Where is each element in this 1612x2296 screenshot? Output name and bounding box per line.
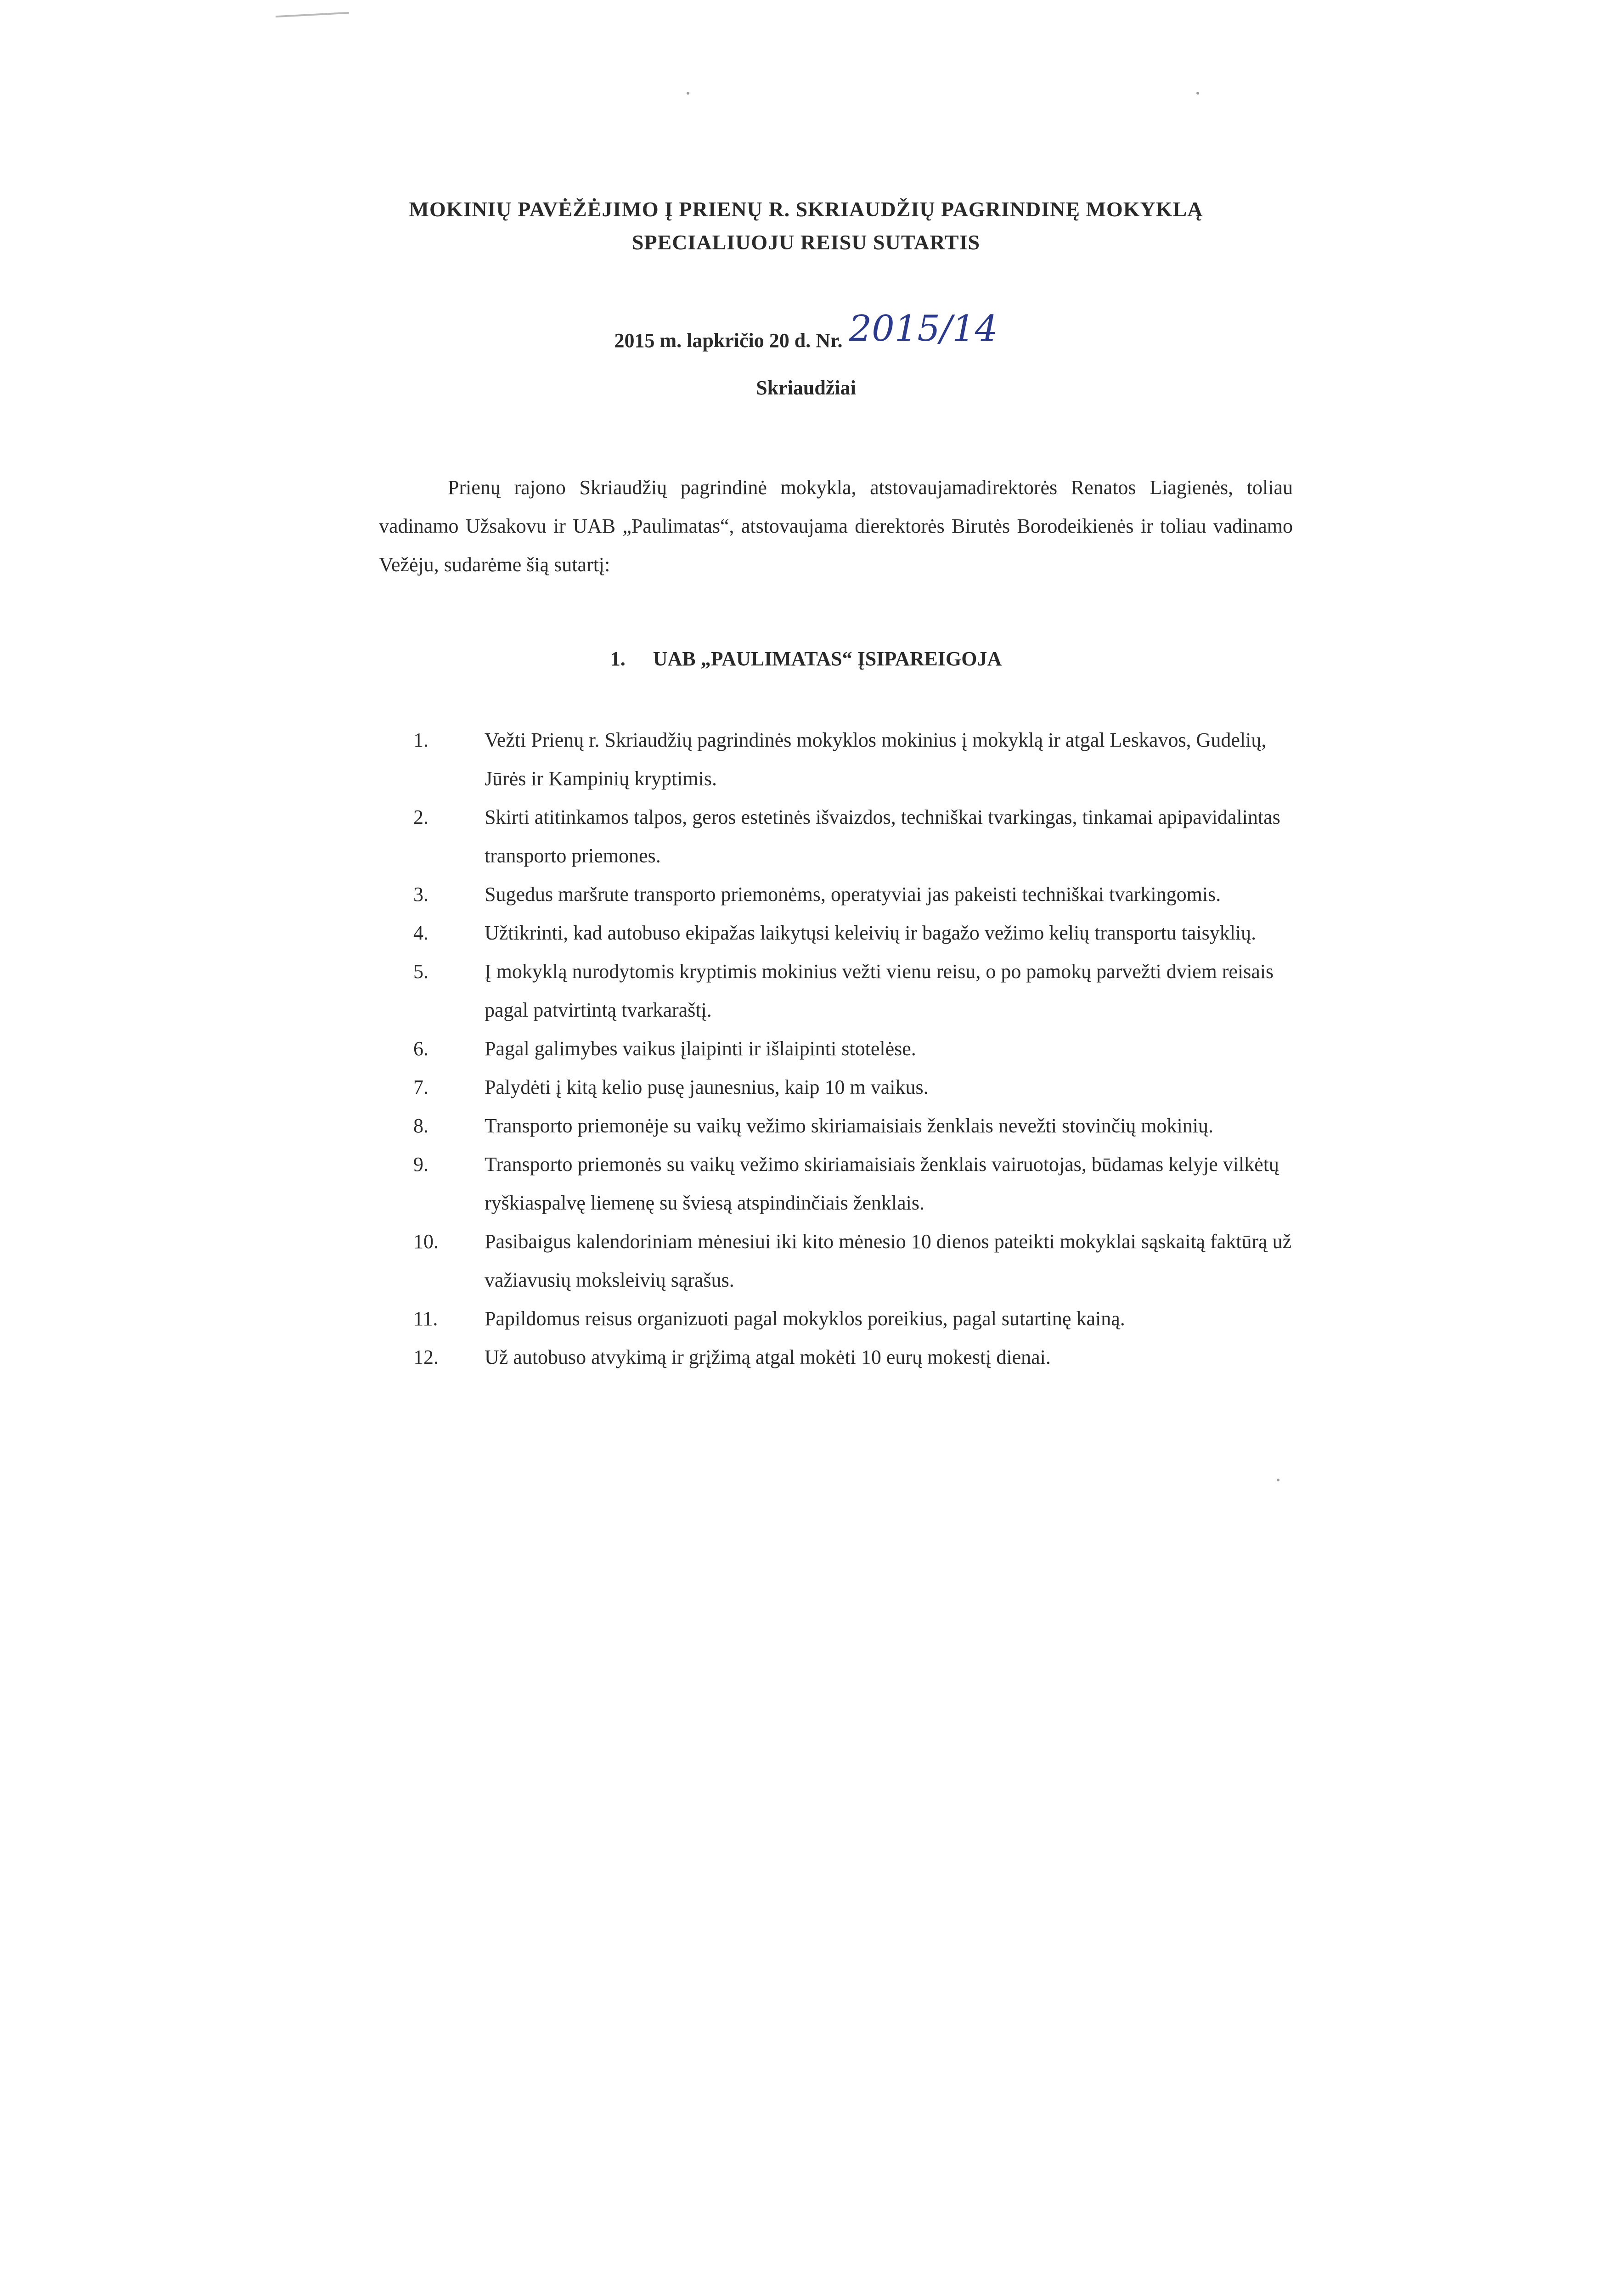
list-item-text: Palydėti į kitą kelio pusę jaunesnius, kaip 10 m vaikus. xyxy=(485,1076,929,1098)
title-line-1: MOKINIŲ PAVĖŽĖJIMO Į PRIENŲ R. SKRIAUDŽIŲ PAGRINDINĘ MOKYKLĄ xyxy=(409,197,1203,221)
list-item-text: Transporto priemonės su vaikų vežimo skiriamaisiais ženklais vairuotojas, būdamas kelyje vilkėtų ryškiaspalvę liemenę su šviesą atspindinčiais ženklais. xyxy=(485,1153,1279,1214)
list-item xyxy=(413,1107,1309,1145)
list-item-number: 12. xyxy=(413,1346,439,1368)
list-item-number: 3. xyxy=(413,883,428,906)
list-item-number: 7. xyxy=(413,1076,428,1098)
list-item-text: Pasibaigus kalendoriniam mėnesiui iki kito mėnesio 10 dienos pateikti mokyklai sąskaitą faktūrą už važiavusių moksleivių sąrašus. xyxy=(485,1230,1292,1291)
contract-place: Skriaudžiai xyxy=(756,377,856,399)
list-item-text: Į mokyklą nurodytomis kryptimis mokinius vežti vienu reisu, o po pamokų parvežti dviem reisais pagal patvirtintą tvarkaraštį. xyxy=(485,960,1274,1021)
list-item xyxy=(413,1145,1309,1222)
list-item-number: 4. xyxy=(413,922,428,944)
list-item xyxy=(413,798,1309,875)
list-item-text: Už autobuso atvykimą ir grįžimą atgal mokėti 10 eurų mokestį dienai. xyxy=(485,1346,1051,1368)
section-heading xyxy=(0,645,1612,673)
list-item xyxy=(413,875,1309,914)
list-item-number: 1. xyxy=(413,729,428,751)
list-item xyxy=(413,914,1309,952)
list-item-text: Užtikrinti, kad autobuso ekipažas laikytųsi keleivių ir bagažo vežimo kelių transportu taisyklių. xyxy=(485,922,1257,944)
contract-date: 2015 m. lapkričio 20 d. Nr. xyxy=(614,329,843,352)
list-item xyxy=(413,1338,1309,1377)
list-item-number: 10. xyxy=(413,1230,439,1253)
list-item xyxy=(413,1222,1309,1300)
section-title: UAB „PAULIMATAS“ ĮSIPAREIGOJA xyxy=(653,647,1002,670)
list-item xyxy=(413,1068,1309,1107)
scan-speck xyxy=(1277,1479,1279,1481)
list-item-number: 9. xyxy=(413,1153,428,1176)
list-item-text: Papildomus reisus organizuoti pagal mokyklos poreikius, pagal sutartinę kainą. xyxy=(485,1307,1125,1330)
list-item-text: Skirti atitinkamos talpos, geros estetinės išvaizdos, techniškai tvarkingas, tinkamai apipavidalintas transporto priemones. xyxy=(485,806,1280,867)
section-number: 1. xyxy=(610,647,626,670)
list-item-text: Sugedus maršrute transporto priemonėms, operatyviai jas pakeisti techniškai tvarkingomis. xyxy=(485,883,1221,906)
title-line-2: SPECIALIUOJU REISU SUTARTIS xyxy=(631,231,981,254)
list-item xyxy=(413,721,1309,798)
list-item-text: Pagal galimybes vaikus įlaipinti ir išlaipinti stotelėse. xyxy=(485,1037,916,1060)
list-item-number: 11. xyxy=(413,1307,438,1330)
document-title xyxy=(0,193,1612,259)
date-number-line xyxy=(0,308,1612,355)
list-item-text: Vežti Prienų r. Skriaudžių pagrindinės mokyklos mokinius į mokyklą ir atgal Leskavos, Gudelių, Jūrės ir Kampinių kryptimis. xyxy=(485,729,1267,790)
list-item-text: Transporto priemonėje su vaikų vežimo skiriamaisiais ženklais nevežti stovinčių mokinių. xyxy=(485,1114,1213,1137)
list-item-number: 2. xyxy=(413,806,428,828)
scan-speck xyxy=(687,92,689,95)
obligations-list xyxy=(413,721,1309,1377)
list-item-number: 8. xyxy=(413,1114,428,1137)
scan-artifact-mark xyxy=(276,12,349,17)
list-item xyxy=(413,1300,1309,1338)
list-item-number: 5. xyxy=(413,960,428,983)
intro-paragraph: Prienų rajono Skriaudžių pagrindinė mokykla, atstovaujamadirektorės Renatos Liagienės, toliau vadinamo Užsakovu ir UAB „Paulimatas“, atstovaujama dierektorės Birutės Borodeikienės ir toliau vadinamo Vežėju, sudarėme šią sutartį: xyxy=(379,476,1293,576)
handwritten-contract-number: 2015/14 xyxy=(849,308,998,349)
list-item xyxy=(413,952,1309,1030)
scan-speck xyxy=(1196,92,1199,95)
list-item-number: 6. xyxy=(413,1037,428,1060)
list-item xyxy=(413,1030,1309,1068)
